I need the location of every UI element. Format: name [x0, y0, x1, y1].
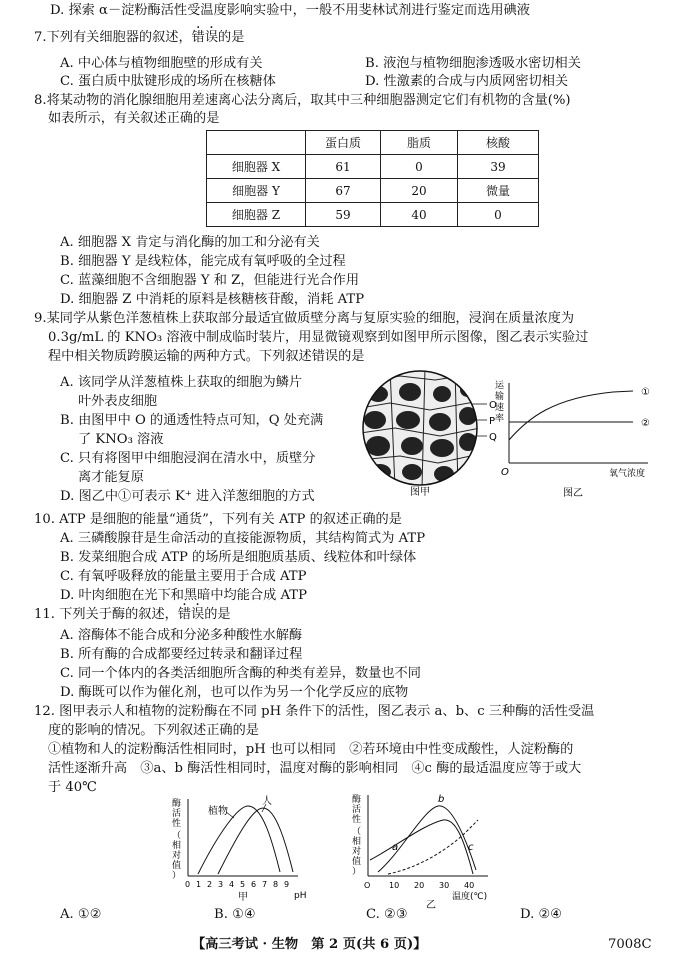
table-cell: 40 — [381, 203, 458, 227]
q9-option-b-2: 了 KNO₃ 溶液 — [78, 432, 164, 447]
table-cell: 0 — [381, 155, 458, 179]
y-axis-label: 酶活性（相对值） — [352, 795, 362, 877]
q8-option-d: D. 细胞器 Z 中消耗的原料是核糖核苷酸，消耗 ATP — [60, 292, 365, 307]
q8-option-b: B. 细胞器 Y 是线粒体，能完成有氧呼吸的全过程 — [60, 254, 346, 269]
q7-option-a: A. 中心体与植物细胞壁的形成有关 — [60, 56, 263, 71]
q9-figure-yi — [493, 378, 665, 500]
table-header-cell: 蛋白质 — [306, 131, 381, 155]
series-plant-label: 植物 — [208, 806, 228, 817]
q12-stem-2: 度的影响的情况。下列叙述正确的是 — [48, 723, 259, 738]
q11-option-c: C. 同一个体内的各类活细胞所含酶的种类有差异，数量也不同 — [60, 666, 421, 681]
table-header-cell: 核酸 — [458, 131, 539, 155]
organelle-table — [206, 130, 539, 227]
ph-ticks — [185, 880, 289, 889]
table-cell: 细胞器 X — [207, 155, 306, 179]
label-p: P — [489, 416, 496, 427]
x-tick-label: 2 — [207, 880, 213, 889]
q12-stem-5: 于 40℃ — [48, 780, 97, 795]
q11-stem: 11. 下列关于酶的叙述，错误的是 — [34, 607, 231, 622]
q9-option-a-2: 叶外表皮细胞 — [78, 394, 158, 409]
q9-option-c-2: 离才能复原 — [78, 470, 144, 485]
paper-code: 7008C — [608, 937, 652, 952]
x-tick-label: 8 — [273, 880, 279, 889]
table-header-cell — [207, 131, 306, 155]
q12-option-a: A. ①② — [60, 907, 102, 922]
x-axis-label: 温度(℃) — [452, 892, 488, 902]
y-axis-label: 运输速率 — [495, 381, 505, 424]
table-header-cell: 脂质 — [381, 131, 458, 155]
q8-option-a: A. 细胞器 X 肯定与消化酶的加工和分泌有关 — [60, 235, 320, 250]
x-tick-label: 9 — [284, 880, 290, 889]
table-cell: 细胞器 Z — [207, 203, 306, 227]
table-cell: 67 — [306, 179, 381, 203]
q8-option-c: C. 蓝藻细胞不含细胞器 Y 和 Z，但能进行光合作用 — [60, 273, 360, 288]
table-cell: 61 — [306, 155, 381, 179]
q7-stem: 7.下列有关细胞器的叙述，错误的是 — [34, 30, 245, 45]
series-2-label: ② — [641, 418, 650, 429]
table-cell: 39 — [458, 155, 539, 179]
q9-stem-1: 9.某同学从紫色洋葱植株上获取部分最适宜做质壁分离与复原实验的细胞，浸润在质量浓度为 — [34, 311, 575, 326]
table-cell: 微量 — [458, 179, 539, 203]
x-tick-label: 3 — [218, 880, 224, 889]
q7-option-c: C. 蛋白质中肽键形成的场所在核糖体 — [60, 74, 276, 89]
x-axis-label: pH — [294, 891, 307, 901]
q7-option-d: D. 性激素的合成与内质网密切相关 — [365, 74, 569, 89]
q9-option-c-1: C. 只有将图甲中细胞浸润在清水中，质壁分 — [60, 451, 316, 466]
q12-option-b: B. ①④ — [214, 907, 256, 922]
temp-ticks — [364, 881, 474, 890]
table-header-row — [207, 131, 539, 155]
x-tick-label: 40 — [464, 881, 475, 890]
q12-figure-jia — [168, 794, 308, 902]
series-a-label: a — [392, 842, 399, 853]
table-row — [207, 179, 539, 203]
q8-stem-1: 8.将某动物的消化腺细胞用差速离心法分离后，取其中三种细胞器测定它们有机物的含量(%) — [34, 93, 571, 108]
q11-option-b: B. 所有酶的合成都要经过转录和翻译过程 — [60, 647, 303, 662]
x-tick-label: 1 — [196, 880, 202, 889]
x-tick-label: 5 — [240, 880, 246, 889]
series-c-label: c — [468, 842, 474, 853]
label-o: O — [489, 400, 497, 411]
q10-option-d: D. 叶肉细胞在光下和黑暗中均能合成 ATP — [60, 588, 307, 603]
x-tick-label: O — [364, 881, 371, 890]
table-cell: 20 — [381, 179, 458, 203]
q8-stem-2: 如表所示，有关叙述正确的是 — [48, 111, 220, 126]
page-footer: 【高三考试 · 生物 第 2 页(共 6 页)】 — [192, 937, 427, 952]
q12-option-d: D. ②④ — [520, 907, 563, 922]
figure-caption: 甲 — [238, 892, 248, 903]
q9-stem-2: 0.3g/mL 的 KNO₃ 溶液中制成临时装片，用显微镜观察到如图甲所示图像，图乙表示实验过 — [48, 330, 589, 345]
series-b-label: b — [438, 794, 445, 805]
figure-caption: 乙 — [426, 900, 436, 911]
q12-stem-4: 活性逐渐升高 ③a、b 酶活性相同时，温度对酶的影响相同 ④c 酶的最适温度应等于或大 — [48, 761, 582, 776]
table-cell: 0 — [458, 203, 539, 227]
figure-caption: 图甲 — [410, 487, 430, 498]
x-tick-label: 30 — [439, 881, 450, 890]
origin-label: O — [501, 467, 509, 478]
q12-stem-3: ①植物和人的淀粉酶活性相同时，pH 也可以相同 ②若环境由中性变成酸性，人淀粉酶的 — [48, 742, 574, 757]
table-cell: 59 — [306, 203, 381, 227]
x-tick-label: 10 — [389, 881, 400, 890]
x-tick-label: 4 — [229, 880, 235, 889]
series-human-label: 人 — [262, 796, 272, 807]
table-row — [207, 155, 539, 179]
q7-option-b: B. 液泡与植物细胞渗透吸水密切相关 — [365, 56, 581, 71]
q9-option-b-1: B. 由图甲中 O 的通透性特点可知，Q 处充满 — [60, 413, 324, 428]
q10-option-a: A. 三磷酸腺苷是生命活动的直接能源物质，其结构简式为 ATP — [60, 531, 426, 546]
q12-stem-1: 12. 图甲表示人和植物的淀粉酶在不同 pH 条件下的活性，图乙表示 a、b、c 三种酶的活性受温 — [34, 704, 595, 719]
q11-option-d: D. 酶既可以作为催化剂，也可以作为另一个化学反应的底物 — [60, 685, 409, 700]
q9-figure-jia — [360, 368, 495, 498]
q11-option-a: A. 溶酶体不能合成和分泌多种酸性水解酶 — [60, 628, 303, 643]
table-cell: 细胞器 Y — [207, 179, 306, 203]
table-row — [207, 203, 539, 227]
q9-option-d: D. 图乙中①可表示 K⁺ 进入洋葱细胞的方式 — [60, 489, 315, 504]
series-1-label: ① — [641, 387, 650, 398]
figure-caption: 图乙 — [563, 488, 583, 499]
q9-stem-3: 程中相关物质跨膜运输的两种方式。下列叙述错误的是 — [48, 349, 365, 364]
label-q: Q — [489, 432, 497, 443]
x-tick-label: 0 — [185, 880, 191, 889]
x-tick-label: 6 — [251, 880, 257, 889]
q6-option-d: D. 探索 α－淀粉酶活性受温度影响实验中，一般不用斐林试剂进行鉴定而选用碘液 — [50, 3, 530, 18]
x-tick-label: 7 — [262, 880, 268, 889]
x-tick-label: 20 — [414, 881, 425, 890]
q10-option-c: C. 有氧呼吸释放的能量主要用于合成 ATP — [60, 569, 307, 584]
x-axis-label: 氧气浓度 — [609, 469, 646, 479]
q12-figure-yi — [348, 790, 498, 910]
q12-option-c: C. ②③ — [366, 907, 408, 922]
q9-option-a-1: A. 该同学从洋葱植株上获取的细胞为鳞片 — [60, 375, 303, 390]
y-axis-label: 酶活性（相对值） — [172, 799, 182, 881]
q10-option-b: B. 发菜细胞合成 ATP 的场所是细胞质基质、线粒体和叶绿体 — [60, 550, 417, 565]
q10-stem: 10. ATP 是细胞的能量“通货”，下列有关 ATP 的叙述正确的是 — [34, 512, 402, 527]
